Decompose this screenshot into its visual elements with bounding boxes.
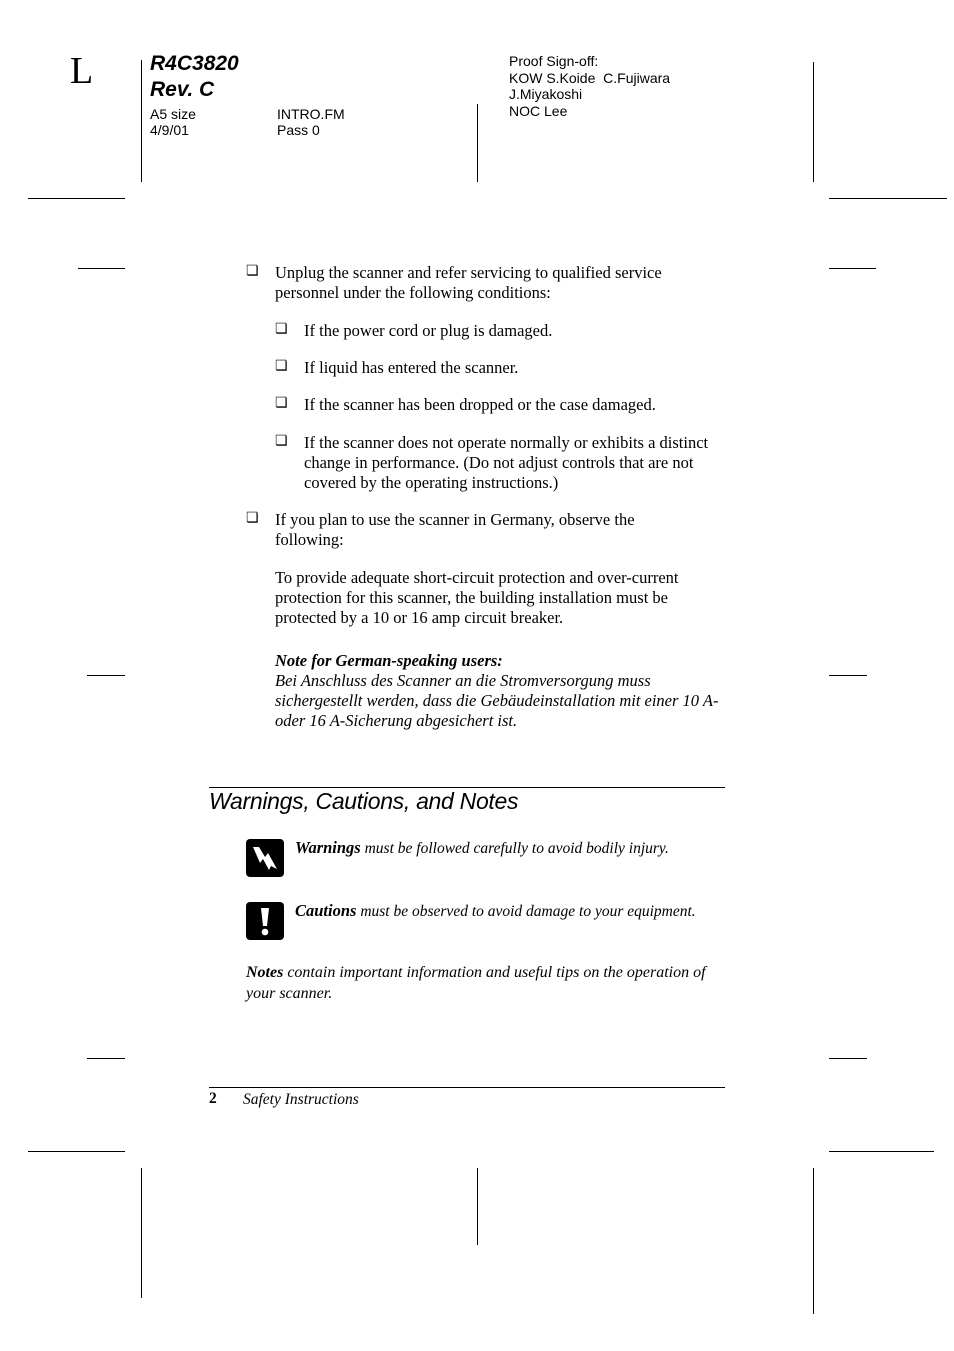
notes-description [246, 962, 726, 1004]
document-date: 4/9/01 [150, 122, 189, 138]
proof-signoff-title: Proof Sign-off: [509, 53, 599, 69]
crop-mark-horizontal [829, 1151, 934, 1152]
crop-mark-horizontal [829, 198, 947, 199]
crop-mark-horizontal [87, 675, 125, 676]
notes-term: Notes [246, 964, 284, 981]
sub-list-item: If the scanner does not operate normally or exhibits a distinct change in performance. (Do not adjust controls that are not covered by the operating instructions.) [304, 433, 709, 492]
note-line: sichergestellt werden, dass die Gebäudeinstallation mit einer 10 A- [275, 691, 719, 710]
germany-paragraph: To provide adequate short-circuit protection and over-current protection for this scanner, the building installation must be protected by a 10 or 16 amp circuit breaker. [275, 568, 679, 627]
warning-lightning-icon [246, 839, 284, 877]
crop-mark-horizontal [829, 675, 867, 676]
crop-mark-horizontal [78, 268, 125, 269]
page-side-letter: L [70, 50, 94, 92]
note-line: oder 16 A-Sicherung abgesichert ist. [275, 711, 518, 730]
pass-label: Pass 0 [277, 122, 320, 138]
crop-mark-vertical [477, 1168, 478, 1245]
cautions-description [295, 900, 696, 922]
section-heading: Warnings, Cautions, and Notes [209, 788, 519, 814]
crop-mark-horizontal [28, 1151, 125, 1152]
checkbox-bullet: ❏ [246, 511, 259, 526]
crop-mark-vertical [813, 62, 814, 182]
crop-mark-horizontal [28, 198, 125, 199]
checkbox-bullet: ❏ [275, 396, 288, 411]
model-number: R4C3820 [150, 52, 239, 75]
running-footer-title: Safety Instructions [243, 1091, 359, 1108]
footer-rule [209, 1087, 725, 1088]
note-line: Bei Anschluss des Scanner an die Stromversorgung muss [275, 671, 651, 690]
list-item: Unplug the scanner and refer servicing to qualified service personnel under the following conditions: [275, 263, 662, 302]
caution-exclamation-icon [246, 902, 284, 940]
checkbox-bullet: ❏ [275, 359, 288, 374]
crop-mark-vertical [141, 60, 142, 182]
note-title: Note for German-speaking users: [275, 651, 503, 670]
crop-mark-horizontal [829, 1058, 867, 1059]
paper-size: A5 size [150, 106, 196, 122]
cautions-term: Cautions [295, 901, 357, 920]
warnings-description [295, 837, 669, 859]
list-item: If you plan to use the scanner in Germany, observe the following: [275, 510, 635, 549]
crop-mark-vertical [813, 1168, 814, 1314]
crop-mark-horizontal [829, 268, 876, 269]
warnings-text: must be followed carefully to avoid bodily injury. [360, 840, 669, 857]
checkbox-bullet: ❏ [275, 434, 288, 449]
revision-label: Rev. C [150, 78, 215, 101]
checkbox-bullet: ❏ [275, 322, 288, 337]
sub-list-item: If the power cord or plug is damaged. [304, 321, 553, 340]
notes-text: contain important information and useful tips on the operation of your scanner. [246, 964, 706, 1002]
page-number: 2 [209, 1090, 217, 1107]
warnings-term: Warnings [295, 838, 361, 857]
cautions-text: must be observed to avoid damage to your equipment. [356, 903, 696, 920]
proof-signoff-line: KOW S.Koide C.Fujiwara [509, 70, 671, 86]
proof-signoff-line: J.Miyakoshi [509, 86, 583, 102]
crop-mark-vertical [141, 1168, 142, 1298]
proof-signoff-line: NOC Lee [509, 103, 568, 119]
sub-list-item: If liquid has entered the scanner. [304, 358, 519, 377]
checkbox-bullet: ❏ [246, 264, 259, 279]
crop-mark-vertical [477, 104, 478, 182]
crop-mark-horizontal [87, 1058, 125, 1059]
file-name: INTRO.FM [277, 106, 345, 122]
sub-list-item: If the scanner has been dropped or the case damaged. [304, 395, 656, 414]
